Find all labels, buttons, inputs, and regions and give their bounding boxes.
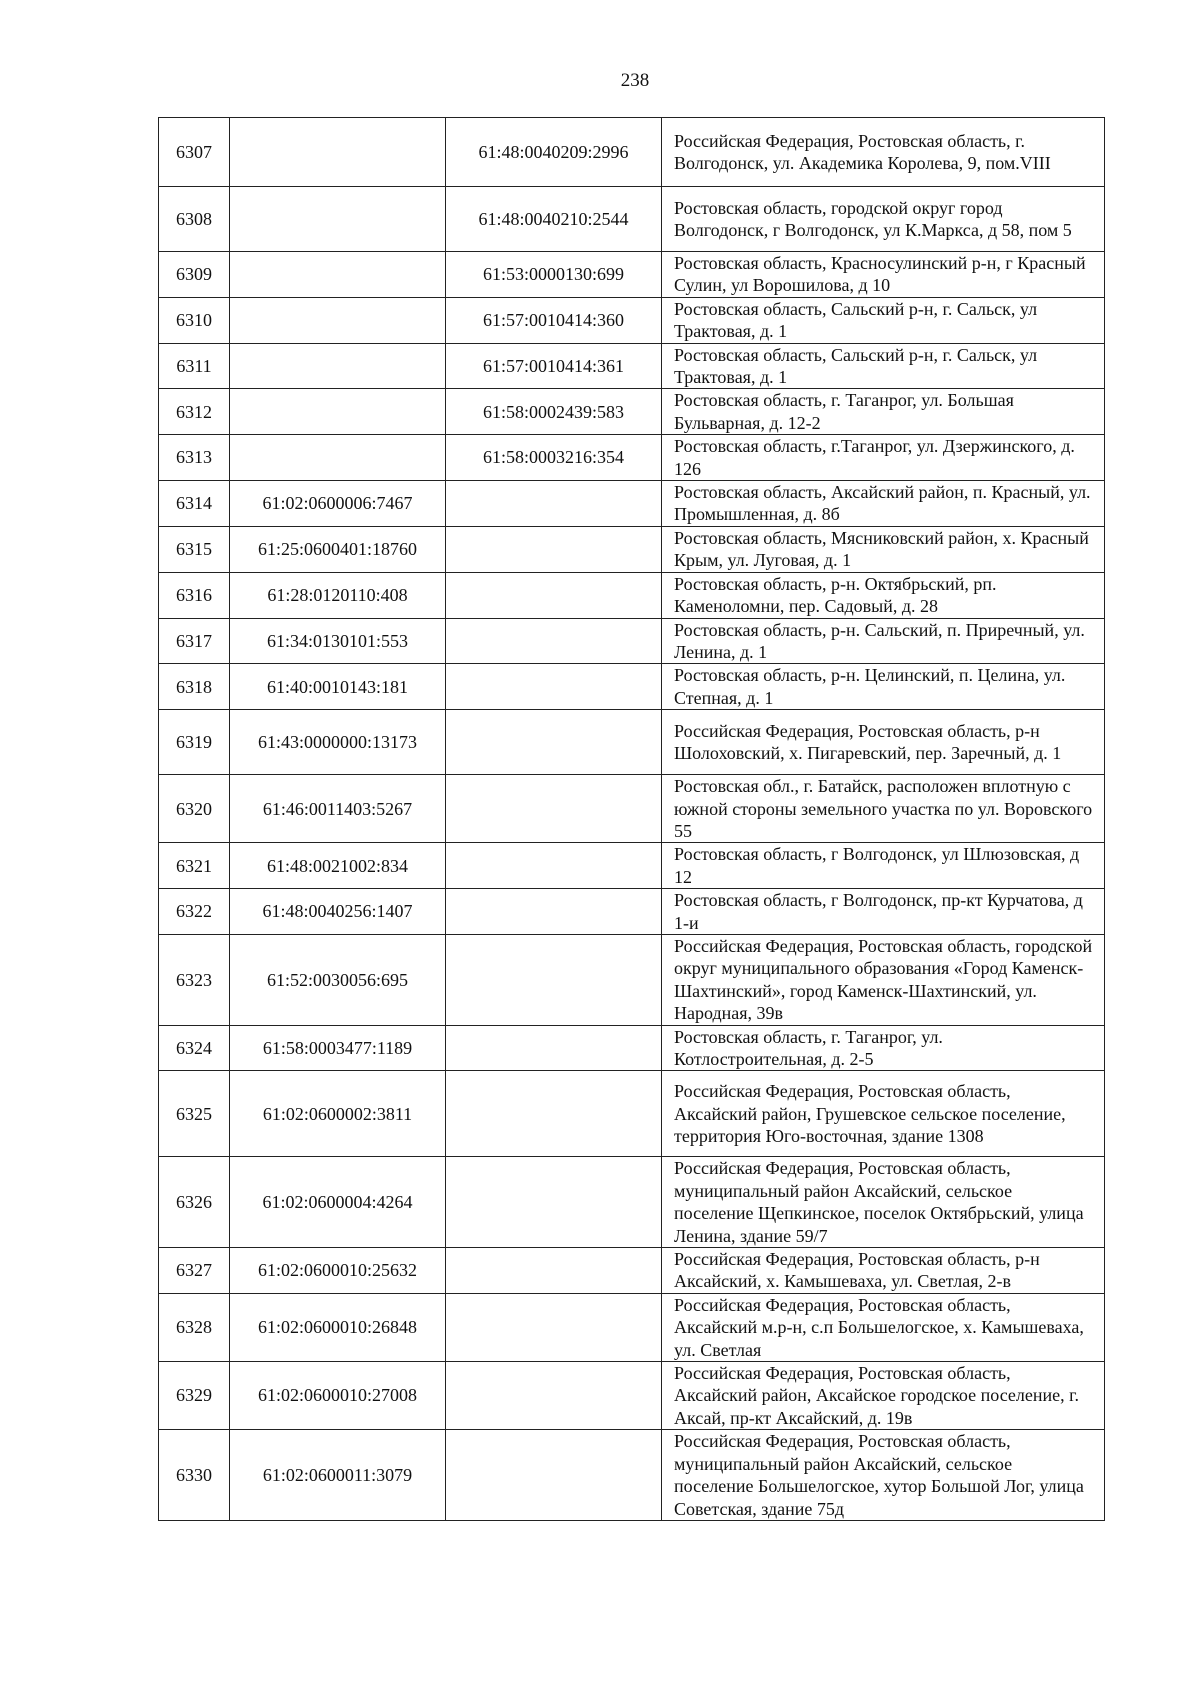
address-cell: Ростовская область, Мясниковский район, х. Красный Крым, ул. Луговая, д. 1 — [662, 526, 1105, 572]
cadastral-number-secondary-cell — [446, 664, 662, 710]
table-row — [159, 435, 1105, 481]
cadastral-number-secondary-cell — [446, 481, 662, 527]
cadastral-number-cell — [230, 252, 446, 298]
row-number-cell: 6312 — [159, 389, 230, 435]
table-row — [159, 187, 1105, 252]
row-number-cell: 6325 — [159, 1071, 230, 1157]
row-number-cell: 6328 — [159, 1293, 230, 1361]
row-number-cell: 6330 — [159, 1430, 230, 1521]
row-number-cell: 6314 — [159, 481, 230, 527]
cadastral-number-cell — [230, 187, 446, 252]
table-row — [159, 710, 1105, 775]
cadastral-number-secondary-cell — [446, 1071, 662, 1157]
cadastral-number-secondary-cell — [446, 526, 662, 572]
address-cell: Ростовская область, г Волгодонск, ул Шлюзовская, д 12 — [662, 843, 1105, 889]
cadastral-number-cell: 61:02:0600010:25632 — [230, 1248, 446, 1294]
cadastral-number-cell: 61:46:0011403:5267 — [230, 775, 446, 843]
address-cell: Российская Федерация, Ростовская область, Аксайский м.р-н, с.п Большелогское, х. Камышеваха, ул. Светлая — [662, 1293, 1105, 1361]
row-number-cell: 6315 — [159, 526, 230, 572]
address-cell: Ростовская область, г. Таганрог, ул. Большая Бульварная, д. 12-2 — [662, 389, 1105, 435]
address-cell: Российская Федерация, Ростовская область, городской округ муниципального образования «Город Каменск-Шахтинский», город Каменск-Шахтинский, ул. Народная, 39в — [662, 934, 1105, 1025]
address-cell: Ростовская область, р-н. Сальский, п. Приречный, ул. Ленина, д. 1 — [662, 618, 1105, 664]
cadastral-number-secondary-cell: 61:48:0040210:2544 — [446, 187, 662, 252]
table-row — [159, 618, 1105, 664]
cadastral-number-cell: 61:02:0600011:3079 — [230, 1430, 446, 1521]
table-row — [159, 1157, 1105, 1248]
row-number-cell: 6317 — [159, 618, 230, 664]
row-number-cell: 6313 — [159, 435, 230, 481]
table-row — [159, 481, 1105, 527]
table-row — [159, 843, 1105, 889]
address-cell: Ростовская область, г Волгодонск, пр-кт Курчатова, д 1-и — [662, 889, 1105, 935]
row-number-cell: 6324 — [159, 1025, 230, 1071]
row-number-cell: 6323 — [159, 934, 230, 1025]
table-row — [159, 526, 1105, 572]
cadastral-number-secondary-cell — [446, 1025, 662, 1071]
cadastral-number-secondary-cell — [446, 1293, 662, 1361]
cadastral-number-cell: 61:48:0021002:834 — [230, 843, 446, 889]
table-row — [159, 664, 1105, 710]
cadastral-number-cell: 61:02:0600002:3811 — [230, 1071, 446, 1157]
row-number-cell: 6309 — [159, 252, 230, 298]
cadastral-number-cell: 61:52:0030056:695 — [230, 934, 446, 1025]
cadastral-number-cell: 61:02:0600006:7467 — [230, 481, 446, 527]
table-row — [159, 775, 1105, 843]
row-number-cell: 6327 — [159, 1248, 230, 1294]
row-number-cell: 6308 — [159, 187, 230, 252]
cadastral-number-cell: 61:48:0040256:1407 — [230, 889, 446, 935]
address-cell: Российская Федерация, Ростовская область, Аксайский район, Аксайское городское поселение, г. Аксай, пр-кт Аксайский, д. 19в — [662, 1362, 1105, 1430]
cadastral-number-secondary-cell: 61:57:0010414:361 — [446, 343, 662, 389]
cadastral-number-cell: 61:02:0600010:26848 — [230, 1293, 446, 1361]
address-cell: Ростовская область, Красносулинский р-н, г Красный Сулин, ул Ворошилова, д 10 — [662, 252, 1105, 298]
address-cell: Ростовская область, г. Таганрог, ул. Котлостроительная, д. 2-5 — [662, 1025, 1105, 1071]
address-cell: Ростовская область, Сальский р-н, г. Сальск, ул Трактовая, д. 1 — [662, 343, 1105, 389]
row-number-cell: 6319 — [159, 710, 230, 775]
table-row — [159, 1362, 1105, 1430]
table-row — [159, 118, 1105, 187]
address-cell: Российская Федерация, Ростовская область, муниципальный район Аксайский, сельское поселение Большелогское, хутор Большой Лог, улица Советская, здание 75д — [662, 1430, 1105, 1521]
row-number-cell: 6316 — [159, 572, 230, 618]
cadastral-number-secondary-cell — [446, 710, 662, 775]
cadastral-number-cell: 61:02:0600010:27008 — [230, 1362, 446, 1430]
address-cell: Российская Федерация, Ростовская область, г. Волгодонск, ул. Академика Королева, 9, пом.VIII — [662, 118, 1105, 187]
cadastral-number-cell: 61:28:0120110:408 — [230, 572, 446, 618]
cadastral-number-secondary-cell — [446, 934, 662, 1025]
row-number-cell: 6311 — [159, 343, 230, 389]
cadastral-number-secondary-cell — [446, 775, 662, 843]
table-body — [159, 118, 1105, 1521]
row-number-cell: 6310 — [159, 297, 230, 343]
address-cell: Ростовская область, Сальский р-н, г. Сальск, ул Трактовая, д. 1 — [662, 297, 1105, 343]
address-cell: Ростовская область, р-н. Целинский, п. Целина, ул. Степная, д. 1 — [662, 664, 1105, 710]
table-row — [159, 389, 1105, 435]
table-row — [159, 297, 1105, 343]
cadastral-number-secondary-cell — [446, 1248, 662, 1294]
cadastral-number-cell: 61:40:0010143:181 — [230, 664, 446, 710]
address-cell: Российская Федерация, Ростовская область, муниципальный район Аксайский, сельское поселение Щепкинское, поселок Октябрьский, улица Ленина, здание 59/7 — [662, 1157, 1105, 1248]
page-number: 238 — [620, 70, 650, 91]
address-cell: Ростовская область, городской округ город Волгодонск, г Волгодонск, ул К.Маркса, д 58, пом 5 — [662, 187, 1105, 252]
cadastral-number-secondary-cell: 61:57:0010414:360 — [446, 297, 662, 343]
cadastral-number-cell — [230, 118, 446, 187]
cadastral-number-cell: 61:43:0000000:13173 — [230, 710, 446, 775]
address-cell: Российская Федерация, Ростовская область, Аксайский район, Грушевское сельское поселение, территория Юго-восточная, здание 1308 — [662, 1071, 1105, 1157]
table-row — [159, 934, 1105, 1025]
cadastral-number-cell: 61:58:0003477:1189 — [230, 1025, 446, 1071]
cadastral-number-cell: 61:02:0600004:4264 — [230, 1157, 446, 1248]
row-number-cell: 6320 — [159, 775, 230, 843]
table-row — [159, 1071, 1105, 1157]
cadastral-number-secondary-cell — [446, 1157, 662, 1248]
cadastral-number-cell — [230, 297, 446, 343]
row-number-cell: 6307 — [159, 118, 230, 187]
address-cell: Ростовская область, р-н. Октябрьский, рп. Каменоломни, пер. Садовый, д. 28 — [662, 572, 1105, 618]
row-number-cell: 6322 — [159, 889, 230, 935]
address-cell: Российская Федерация, Ростовская область, р-н Аксайский, х. Камышеваха, ул. Светлая, 2-в — [662, 1248, 1105, 1294]
cadastral-table — [158, 117, 1105, 1521]
table-row — [159, 1293, 1105, 1361]
cadastral-number-secondary-cell — [446, 843, 662, 889]
table-row — [159, 252, 1105, 298]
cadastral-number-cell — [230, 435, 446, 481]
table-row — [159, 1248, 1105, 1294]
address-cell: Ростовская обл., г. Батайск, расположен вплотную с южной стороны земельного участка по ул. Воровского 55 — [662, 775, 1105, 843]
row-number-cell: 6326 — [159, 1157, 230, 1248]
cadastral-number-secondary-cell: 61:58:0003216:354 — [446, 435, 662, 481]
table-row — [159, 1025, 1105, 1071]
cadastral-number-cell — [230, 343, 446, 389]
cadastral-number-cell — [230, 389, 446, 435]
cadastral-number-secondary-cell — [446, 889, 662, 935]
cadastral-number-secondary-cell — [446, 572, 662, 618]
address-cell: Ростовская область, г.Таганрог, ул. Дзержинского, д. 126 — [662, 435, 1105, 481]
cadastral-number-secondary-cell — [446, 1430, 662, 1521]
table-row — [159, 572, 1105, 618]
cadastral-number-secondary-cell: 61:58:0002439:583 — [446, 389, 662, 435]
row-number-cell: 6321 — [159, 843, 230, 889]
cadastral-number-secondary-cell: 61:48:0040209:2996 — [446, 118, 662, 187]
row-number-cell: 6329 — [159, 1362, 230, 1430]
address-cell: Ростовская область, Аксайский район, п. Красный, ул. Промышленная, д. 8б — [662, 481, 1105, 527]
cadastral-number-secondary-cell — [446, 1362, 662, 1430]
row-number-cell: 6318 — [159, 664, 230, 710]
table-row — [159, 1430, 1105, 1521]
table-row — [159, 343, 1105, 389]
cadastral-number-cell: 61:34:0130101:553 — [230, 618, 446, 664]
cadastral-number-secondary-cell: 61:53:0000130:699 — [446, 252, 662, 298]
cadastral-number-cell: 61:25:0600401:18760 — [230, 526, 446, 572]
cadastral-number-secondary-cell — [446, 618, 662, 664]
table-row — [159, 889, 1105, 935]
address-cell: Российская Федерация, Ростовская область, р-н Шолоховский, х. Пигаревский, пер. Заречный, д. 1 — [662, 710, 1105, 775]
